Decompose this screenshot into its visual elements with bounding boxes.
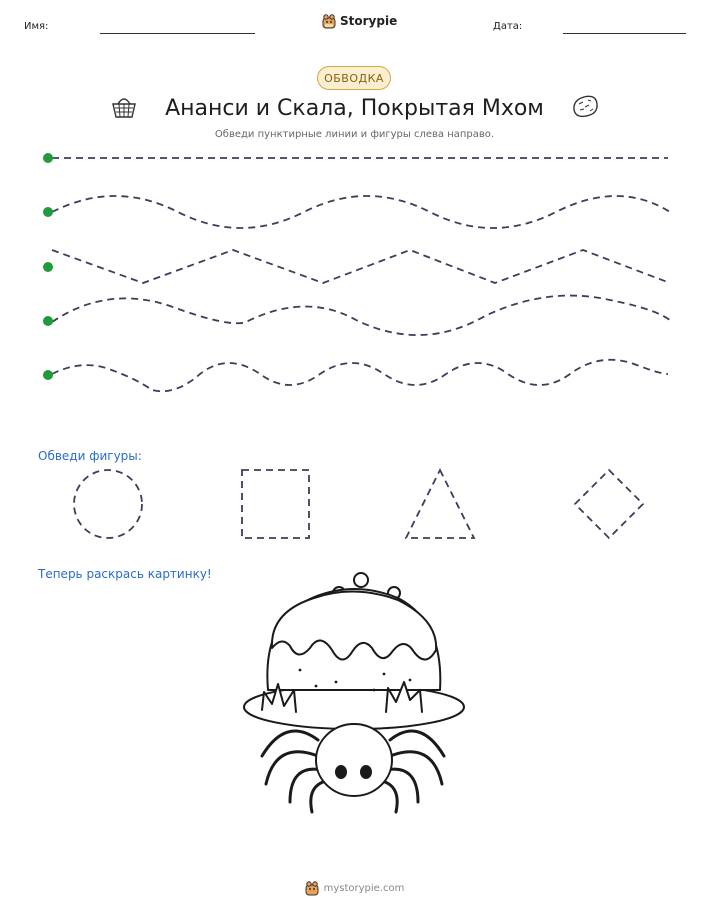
name-label: Имя: xyxy=(24,21,49,32)
spider-eye-right xyxy=(361,766,371,778)
instructions: Обведи пунктирные линии и фигуры слева направо. xyxy=(214,129,495,140)
page-title: Ананси и Скала, Покрытая Мхом xyxy=(165,96,544,121)
date-label: Дата: xyxy=(493,21,523,32)
footer-website[interactable]: mystorypie.com xyxy=(323,882,405,894)
spider-body xyxy=(316,724,392,796)
worksheet-type-badge: ОБВОДКА xyxy=(317,66,391,90)
spider-leg-left-2 xyxy=(266,752,318,784)
spider-leg-right-2 xyxy=(390,752,442,784)
brand-name: Storypie xyxy=(340,14,398,28)
moss-cover xyxy=(272,591,436,659)
coloring-section-label: Теперь раскрась картинку! xyxy=(38,567,212,581)
storypie-logo-icon xyxy=(305,880,319,896)
spider-eye-left xyxy=(336,766,346,778)
bubble-middle xyxy=(354,573,368,587)
shapes-section-label: Обведи фигуры: xyxy=(38,449,142,463)
footer xyxy=(0,880,709,896)
